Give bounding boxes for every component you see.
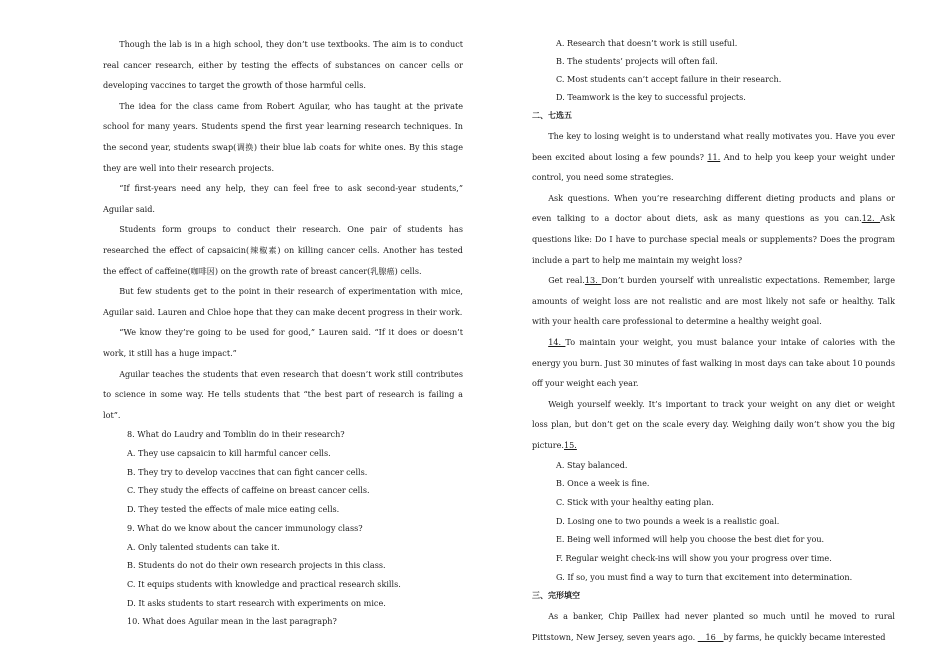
paragraph: The idea for the class came from Robert Aguilar, who has taught at the private school for many years. Students spend the first year learning research techniques. In the second year, students swap(调换) their blue lab coats for white ones. By this stage they are well into their research projects. (103, 100, 463, 173)
option: G. If so, you must find a way to turn that excitement into determination. (556, 571, 853, 582)
paragraph (532, 394, 895, 456)
option: B. The students’ projects will often fail. (556, 56, 718, 66)
option: A. Only talented students can take it. (127, 541, 280, 552)
option: A. Research that doesn’t work is still useful. (556, 38, 738, 48)
option: E. Being well informed will help you choose the best diet for you. (556, 534, 825, 545)
paragraph: Students form groups to conduct their research. One pair of students has researched the effect of capsaicin(辣椒素) on killing cancer cells. Another has tested the effect of caffeine(咖啡因) on the growth rate of breast cancer(乳腺癌) cells. (103, 224, 463, 276)
question-8: 8. What do Laudry and Tomblin do in their research? (127, 429, 345, 440)
option: C. Stick with your healthy eating plan. (556, 496, 714, 507)
section-heading: 二、七选五 (532, 111, 572, 120)
option: D. Teamwork is the key to successful projects. (556, 92, 746, 102)
blank-11: 11. (707, 151, 721, 162)
paragraph: “If first-years need any help, they can feel free to ask second-year students,” Aguilar said. (103, 183, 463, 214)
paragraph (532, 606, 895, 647)
paragraph-text: The key to losing weight is to understand what really motivates you. Have you ever been excited about losing a few pounds? (532, 131, 895, 162)
question-9: 9. What do we know about the cancer immunology class? (127, 522, 363, 533)
option: A. They use capsaicin to kill harmful cancer cells. (127, 447, 331, 458)
option: D. They tested the effects of male mice eating cells. (127, 504, 340, 515)
paragraph: Aguilar teaches the students that even research that doesn’t work still contributes to science in some way. He tells students that “the best part of research is failing a lot”. (103, 368, 463, 420)
option: F. Regular weight check-ins will show you your progress over time. (556, 553, 832, 564)
paragraph-text: Ask questions like: Do I have to purchase special meals or supplements? Does the program include a part to help me maintain my weight loss? (532, 213, 895, 265)
paragraph-text: Don’t burden yourself with unrealistic expectations. Remember, large amounts of weight loss are not realistic and are most likely not safe or healthy. Talk with your health care professional to determine a healthy weight goal. (532, 275, 895, 327)
paragraph (532, 126, 895, 188)
paragraph (532, 270, 895, 332)
paragraph-text: by farms, he quickly became interested (723, 632, 886, 643)
paragraph-text: And to help you keep your weight under control, you need some strategies. (532, 151, 895, 183)
blank-16: 16 (697, 632, 724, 643)
blank-12: 12. (861, 213, 881, 224)
paragraph: “We know they’re going to be used for good,” Lauren said. “If it does or doesn’t work, it still has a huge impact.” (103, 327, 463, 358)
blank-14: 14. (548, 336, 566, 347)
blank-13: 13. (584, 275, 602, 286)
paragraph (532, 188, 895, 270)
option: B. Once a week is fine. (556, 478, 650, 489)
paragraph: Though the lab is in a high school, they don’t use textbooks. The aim is to conduct real cancer research, either by testing the effects of substances on cancer cells or developing vaccines to target the growth of those harmful cells. (103, 39, 463, 91)
paragraph-text: To maintain your weight, you must balance your intake of calories with the energy you burn. Just 30 minutes of fast walking in most days can take about 10 pounds off your weight each year. (532, 336, 895, 389)
paragraph-text: As a banker, Chip Paillex had never planted so much until he moved to rural Pittstown, New Jersey, seven years ago. (532, 611, 895, 643)
question-10: 10. What does Aguilar mean in the last paragraph? (127, 616, 337, 627)
paragraph (532, 332, 895, 394)
paragraph-text: Get real. (548, 275, 585, 286)
blank-15: 15. (564, 439, 577, 450)
option: D. Losing one to two pounds a week is a realistic goal. (556, 515, 780, 526)
option: C. It equips students with knowledge and practical research skills. (127, 578, 401, 589)
option: C. Most students can’t accept failure in their research. (556, 74, 782, 84)
section-heading: 三、完形填空 (532, 591, 580, 601)
left-column (103, 34, 463, 631)
paragraph-text: Weigh yourself weekly. It’s important to track your weight on any diet or weight loss plan, but don’t get on the scale every day. Weighing daily won’t show you the big picture. (532, 398, 895, 450)
paragraph: But few students get to the point in their research of experimentation with mice, Aguilar said. Lauren and Chloe hope that they can make decent progress in their work. (103, 286, 463, 317)
option: B. They try to develop vaccines that can fight cancer cells. (127, 466, 368, 477)
option: A. Stay balanced. (556, 459, 628, 470)
option: D. It asks students to start research with experiments on mice. (127, 597, 386, 608)
right-column (532, 34, 895, 648)
option: C. They study the effects of caffeine on breast cancer cells. (127, 485, 370, 496)
paragraph-text: Ask questions. When you’re researching different dieting products and plans or even talking to a doctor about diets, ask as many questions as you can. (532, 192, 895, 224)
option: B. Students do not do their own research projects in this class. (127, 560, 386, 571)
